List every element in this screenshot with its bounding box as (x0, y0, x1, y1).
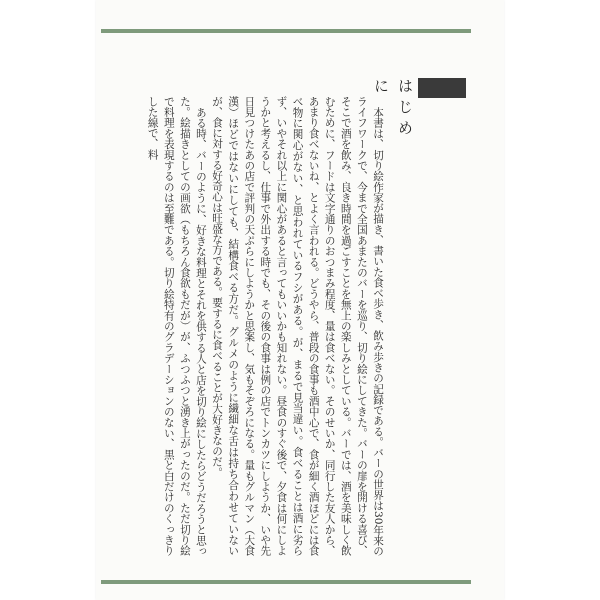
bottom-rule (101, 580, 471, 584)
body-text (116, 96, 386, 556)
paragraph-2: ある時、バーのように、好きな料理とそれを供する人と店を切り絵にしたらどうだろうと思った。絵描きとしての画欲（もちろん食欲もだが）が、ふつふつと湧き上がったのだ。ただ切り絵で料理を表現するのは至難である。切り絵特有のグラデーションのない、黒と白だけのくっきりした線で、料 (146, 96, 207, 556)
paragraph-1: 本書は、切り絵作家が描き、書いた食べ歩き、飲み歩きの記録である。バーの世界は30年来のライフワークで、今まで全国あまたのバーを巡り、切り絵にしてきた。バーの扉を開ける喜び、そこで酒を飲み、良き時間を過ごすことを無上の楽しみとしている。バーでは、酒を美味しく飲むために、フードは文字通りのおつまみ程度、量は食べない。そのせいか、同行した友人から、あまり食べないね、とよく言われる。どうやら、普段の食事も酒中心で、食が細く酒ほどには食べ物に関心がない、と思われているフシがある。が、まるで見当違い。食べることは酒に劣らず、いやそれ以上に関心があると言ってもいいかも知れない。昼食のすぐ後で、夕食は何にしようかと考えるし、仕事で外出する時でも、その後の食事は例の店でトンカツにしようか、いや先日見つけたあの店で評判の天ぷらにしようかと思案し、気もそぞろになる。量もグルマン（大食漢）ほどではないにしても、結構食べる方だ。グルメのように繊細な舌は持ち合わせていないが、食に対する好奇心は旺盛な方である。要するに食べることが大好きなのだ。 (211, 96, 384, 556)
chapter-heading: はじめに (372, 78, 414, 141)
top-rule (101, 29, 471, 33)
heading-bar (418, 78, 466, 98)
